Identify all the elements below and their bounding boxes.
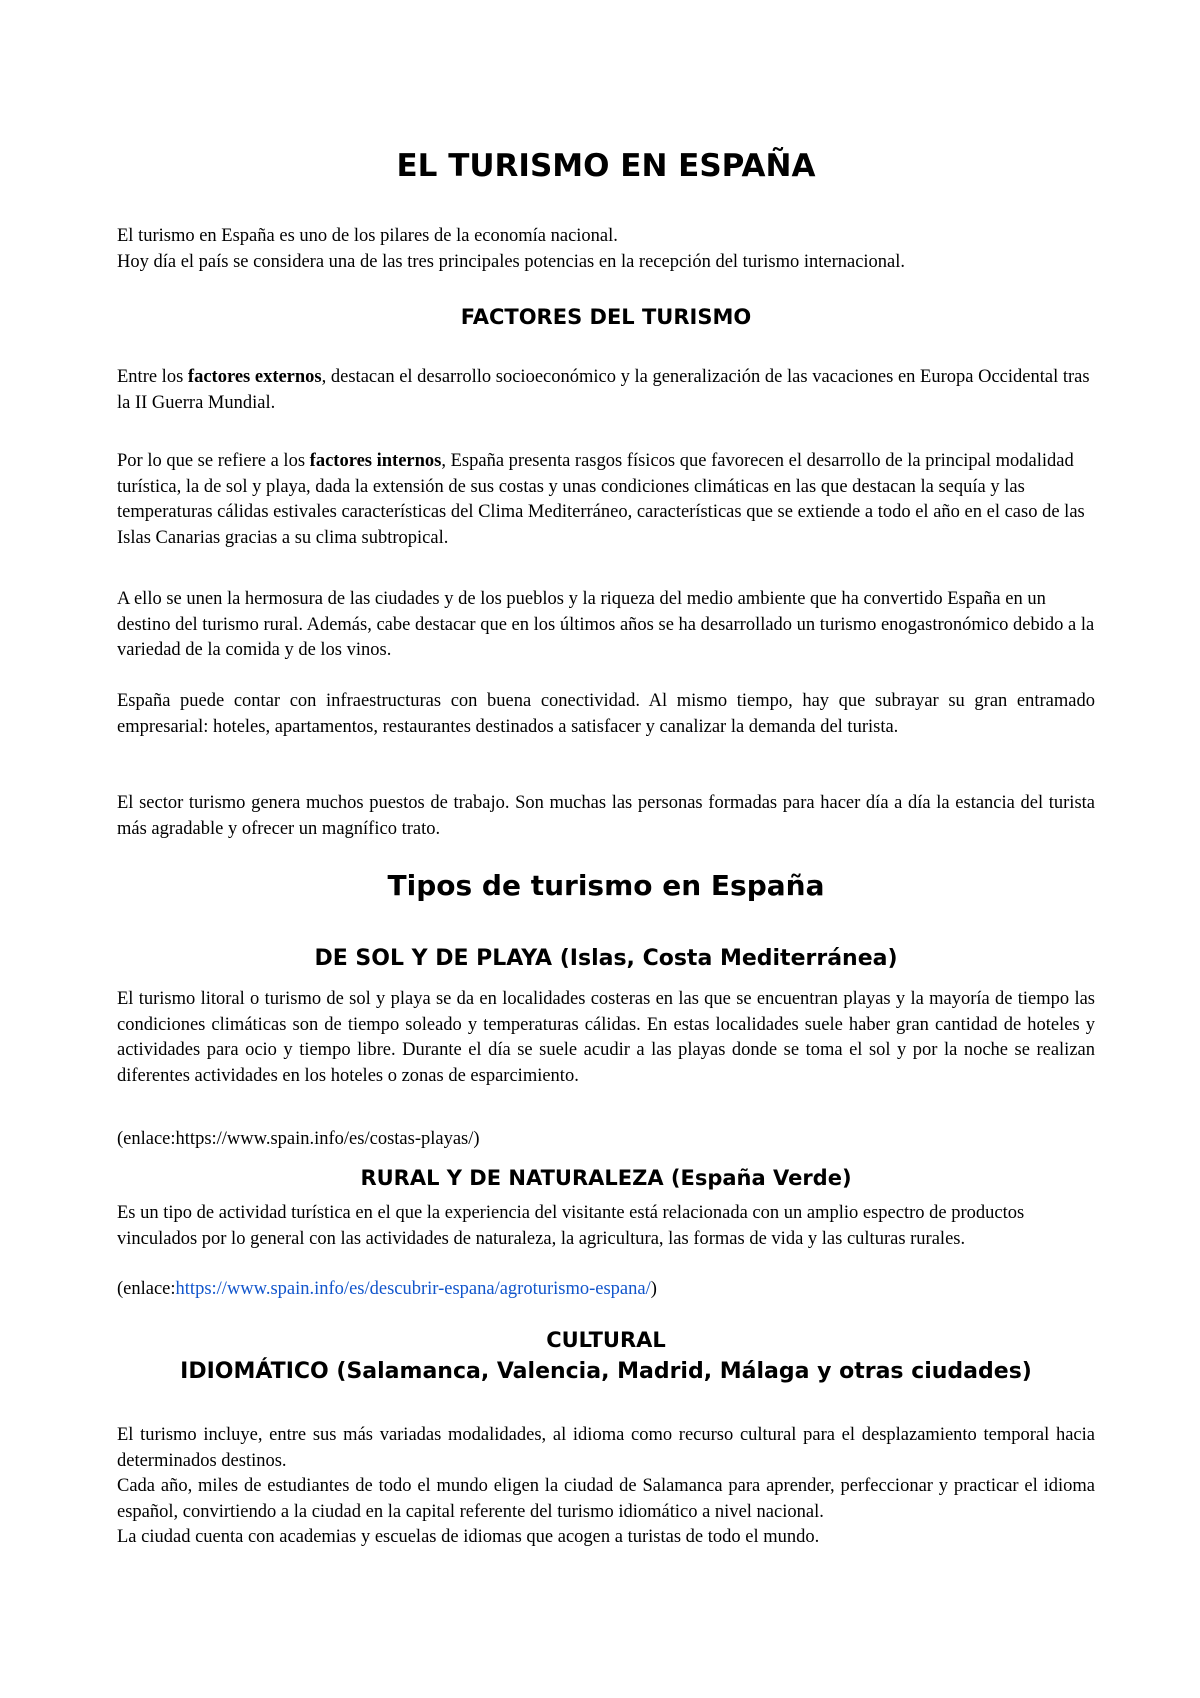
rural-heading: RURAL Y DE NATURALEZA (España Verde): [360, 1166, 852, 1190]
cultural-paragraph-1: El turismo incluye, entre sus más variadas modalidades, al idioma como recurso cultural para el desplazamiento temporal hacia determinados destinos.: [117, 1425, 1095, 1471]
sol-playa-text: El turismo litoral o turismo de sol y playa se da en localidades costeras en las que se encuentran playas y la mayoría de tiempo las condiciones climáticas son de tiempo soleado y temperaturas cálidas. En estas localidades suele haber gran cantidad de hoteles y actividades para ocio y tiempo libre. Durante el día se suele acudir a las playas donde se toma el sol y por la noche se realizan diferentes actividades en los hoteles o zonas de esparcimiento.: [117, 989, 1095, 1086]
internos-post: , España presenta rasgos físicos que favorecen el desarrollo de la principal modalidad turística, la de sol y playa, dada la extensión de sus costas y unas condiciones climáticas en las que destacan la sequía y las temperaturas cálidas estivales características del Clima Mediterráneo, características que se extiende a todo el año en el caso de las Islas Canarias gracias a su clima subtropical.: [117, 451, 1085, 548]
rural-text: Es un tipo de actividad turística en el que la experiencia del visitante está relacionada con un amplio espectro de productos vinculados por lo general con las actividades de naturaleza, la agricultura, las formas de vida y las culturas rurales.: [117, 1203, 1025, 1249]
rural-link-post: ): [650, 1279, 657, 1299]
tipos-heading: Tipos de turismo en España: [387, 869, 825, 902]
factores-paragraph-3: A ello se unen la hermosura de las ciudades y de los pueblos y la riqueza del medio ambiente que ha convertido España en un destino del turismo rural. Además, cabe destacar que en los últimos años se ha desarrollado un turismo enogastronómico debido a la variedad de la comida y de los vinos.: [117, 589, 1095, 660]
intro: [117, 224, 1095, 275]
internos-bold: factores internos: [309, 451, 442, 471]
agroturismo-link[interactable]: https://www.spain.info/es/descubrir-espana/agroturismo-espana/: [175, 1279, 651, 1299]
factores-paragraph-4: España puede contar con infraestructuras con buena conectividad. Al mismo tiempo, hay que subrayar su gran entramado empresarial: hoteles, apartamentos, restaurantes destinados a satisfacer y canalizar la demanda del turista.: [117, 691, 1095, 737]
externos-post: , destacan el desarrollo socioeconómico y la generalización de las vacaciones en Europa Occidental tras la II Guerra Mundial.: [117, 367, 1090, 413]
sol-playa-heading: DE SOL Y DE PLAYA (Islas, Costa Mediterránea): [314, 946, 898, 971]
factores-heading: FACTORES DEL TURISMO: [460, 305, 752, 329]
document-content: [117, 0, 1095, 1698]
factores-paragraph-5: El sector turismo genera muchos puestos de trabajo. Son muchas las personas formadas para hacer día a día la estancia del turista más agradable y ofrecer un magnífico trato.: [117, 793, 1095, 839]
page-title: EL TURISMO EN ESPAÑA: [396, 148, 816, 184]
sol-playa-link-text: (enlace:https://www.spain.info/es/costas-playas/): [117, 1129, 480, 1149]
intro-line-1: El turismo en España es uno de los pilares de la economía nacional.: [117, 226, 618, 246]
intro-line-2: Hoy día el país se considera una de las tres principales potencias en la recepción del turismo internacional.: [117, 251, 906, 272]
factores-internos-paragraph: [117, 449, 1095, 551]
externos-bold: factores externos: [187, 367, 322, 387]
cultural-paragraph-2: Cada año, miles de estudiantes de todo el mundo eligen la ciudad de Salamanca para aprender, perfeccionar y practicar el idioma español, convirtiendo a la ciudad en la capital referente del turismo idiomático a nivel nacional.: [117, 1476, 1095, 1522]
externos-pre: Entre los: [117, 367, 188, 387]
rural-link-line: [117, 1277, 1095, 1303]
factores-externos-paragraph: [117, 365, 1095, 416]
rural-link-pre: (enlace:: [117, 1279, 176, 1299]
idiomatico-heading: IDIOMÁTICO (Salamanca, Valencia, Madrid, Málaga y otras ciudades): [180, 1359, 1032, 1384]
cultural-heading: CULTURAL: [546, 1328, 666, 1352]
internos-pre: Por lo que se refiere a los: [117, 451, 310, 471]
cultural-body: [117, 1423, 1095, 1551]
cultural-paragraph-3: La ciudad cuenta con academias y escuelas de idiomas que acogen a turistas de todo el mundo.: [117, 1527, 820, 1547]
